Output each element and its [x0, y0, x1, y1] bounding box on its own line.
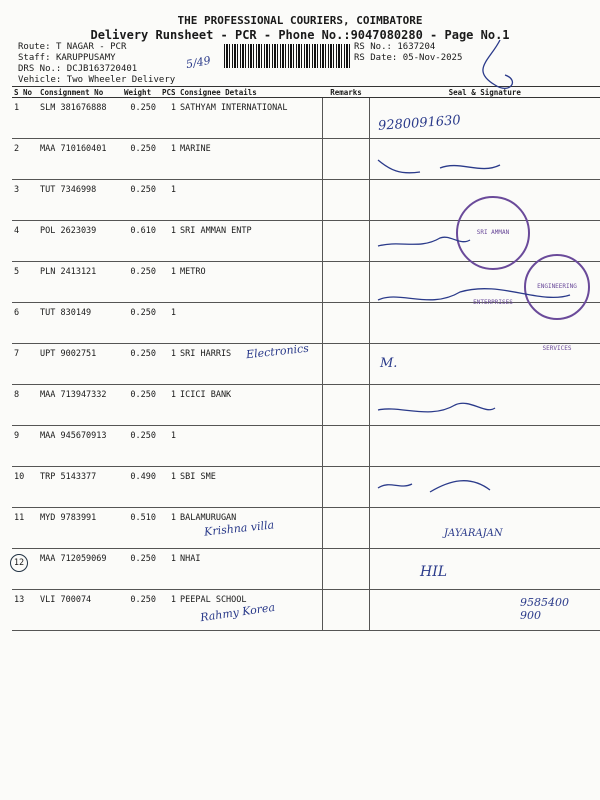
- row-weight: 0.250: [122, 262, 160, 303]
- drs-label: DRS No.:: [18, 64, 62, 74]
- row-remarks: [323, 385, 370, 426]
- row-consignment: TUT 7346998: [38, 180, 122, 221]
- barcode: [224, 44, 350, 68]
- row-pcs: 1: [160, 180, 178, 221]
- col-consignment: Consignment No: [38, 87, 122, 98]
- row-sno: 9: [12, 426, 38, 467]
- route-label: Route:: [18, 42, 51, 52]
- row-consignment: MYD 9783991: [38, 508, 122, 549]
- row-consignment: MAA 945670913: [38, 426, 122, 467]
- row-weight: 0.250: [122, 344, 160, 385]
- company-stamp: SRI AMMAN ENTERPRISES: [456, 196, 530, 270]
- row-sno: 13: [12, 590, 38, 631]
- top-right-scribble: [483, 40, 512, 88]
- rs-no-value: 1637204: [397, 42, 436, 52]
- row-consignee: METRO: [178, 262, 323, 303]
- row-pcs: 1: [160, 590, 178, 631]
- row12-signature: HIL: [420, 564, 448, 580]
- row-consignment: TRP 5143377: [38, 467, 122, 508]
- row-consignment: MAA 710160401: [38, 139, 122, 180]
- row-consignee: [178, 303, 323, 344]
- rs-date-value: 05-Nov-2025: [402, 53, 463, 63]
- row-weight: 0.250: [122, 98, 160, 139]
- row1-signature: 9280091630: [377, 113, 462, 134]
- row-pcs: 1: [160, 467, 178, 508]
- row-consignee: ICICI BANK: [178, 385, 323, 426]
- row-consignee: NHAI: [178, 549, 323, 590]
- table-row: [12, 98, 600, 139]
- rs-date-label: RS Date:: [354, 53, 398, 63]
- row13-handwritten-note: Rahmy Korea: [199, 600, 276, 625]
- row-sno: 10: [12, 467, 38, 508]
- row-remarks: [323, 426, 370, 467]
- row-consignment: TUT 830149: [38, 303, 122, 344]
- staff-line: [18, 53, 116, 64]
- row-sno: 3: [12, 180, 38, 221]
- table-row: [12, 139, 600, 180]
- row-weight: 0.250: [122, 139, 160, 180]
- row-pcs: 1: [160, 98, 178, 139]
- col-sno: S No: [12, 87, 38, 98]
- row11-handwritten-note: Krishna villa: [203, 518, 275, 539]
- row-consignee: [178, 180, 323, 221]
- row-pcs: 1: [160, 508, 178, 549]
- row-sno: 11: [12, 508, 38, 549]
- row-consignee: MARINE: [178, 139, 323, 180]
- row-consignment: UPT 9002751: [38, 344, 122, 385]
- row-consignee: SRI HARRIS: [178, 344, 323, 385]
- runsheet-subtitle: Delivery Runsheet - PCR - Phone No.:9047080280 - Page No.1: [90, 28, 510, 42]
- row-consignee: SRI AMMAN ENTP: [178, 221, 323, 262]
- table-row: [12, 549, 600, 590]
- row-weight: 0.250: [122, 385, 160, 426]
- row-sno: 2: [12, 139, 38, 180]
- row-remarks: [323, 139, 370, 180]
- row-remarks: [323, 344, 370, 385]
- row-sno: 5: [12, 262, 38, 303]
- staff-value: KARUPPUSAMY: [55, 53, 116, 63]
- row-consignment: SLM 381676888: [38, 98, 122, 139]
- runsheet-table: [12, 86, 600, 631]
- row-pcs: 1: [160, 549, 178, 590]
- row-pcs: 1: [160, 303, 178, 344]
- row11-signature: JAYARAJAN: [444, 528, 503, 539]
- row7-handwritten-note: Electronics: [245, 341, 310, 362]
- table-row: [12, 385, 600, 426]
- row-pcs: 1: [160, 139, 178, 180]
- row-seal: [370, 426, 600, 467]
- row-sno: [12, 549, 38, 590]
- row-pcs: 1: [160, 426, 178, 467]
- row-consignee: [178, 426, 323, 467]
- row-pcs: 1: [160, 344, 178, 385]
- row-remarks: [323, 221, 370, 262]
- col-pcs: PCS: [160, 87, 178, 98]
- row-consignment: VLI 700074: [38, 590, 122, 631]
- row-consignee: SATHYAM INTERNATIONAL: [178, 98, 323, 139]
- drs-value: DCJB163720401: [66, 64, 138, 74]
- row-seal: [370, 549, 600, 590]
- row-consignee: BALAMURUGAN: [178, 508, 323, 549]
- company-stamp: ENGINEERING SERVICES: [524, 254, 590, 320]
- row-consignee: SBI SME: [178, 467, 323, 508]
- vehicle-value: Two Wheeler Delivery: [66, 75, 176, 85]
- row-sno: 4: [12, 221, 38, 262]
- row-weight: 0.250: [122, 303, 160, 344]
- page-title: THE PROFESSIONAL COURIERS, COIMBATORE: [177, 14, 423, 27]
- table-row: [12, 508, 600, 549]
- vehicle-line: [18, 75, 175, 86]
- rs-no-line: [354, 42, 435, 53]
- row-weight: 0.250: [122, 426, 160, 467]
- row-seal: [370, 385, 600, 426]
- row-weight: 0.250: [122, 549, 160, 590]
- route-line: [18, 42, 126, 53]
- drs-line: [18, 64, 137, 75]
- row-remarks: [323, 180, 370, 221]
- row-weight: 0.510: [122, 508, 160, 549]
- row-remarks: [323, 98, 370, 139]
- staff-label: Staff:: [18, 53, 51, 63]
- row-remarks: [323, 590, 370, 631]
- row-pcs: 1: [160, 221, 178, 262]
- row13-signature: 9585400 900: [520, 596, 569, 622]
- col-consignee: Consignee Details: [178, 87, 323, 98]
- row7-signature: M.: [380, 356, 398, 371]
- table-row: [12, 467, 600, 508]
- row-consignment: PLN 2413121: [38, 262, 122, 303]
- col-seal: Seal & Signature: [370, 87, 600, 98]
- row-seal: [370, 467, 600, 508]
- row-weight: 0.250: [122, 180, 160, 221]
- page-handwritten-mark: 5/49: [185, 53, 212, 72]
- row-remarks: [323, 549, 370, 590]
- vehicle-label: Vehicle:: [18, 75, 62, 85]
- col-weight: Weight: [122, 87, 160, 98]
- table-header-row: [12, 87, 600, 98]
- row-sno: 1: [12, 98, 38, 139]
- table-row: [12, 426, 600, 467]
- row-sno: 6: [12, 303, 38, 344]
- row-consignment: POL 2623039: [38, 221, 122, 262]
- row-remarks: [323, 303, 370, 344]
- rs-no-label: RS No.:: [354, 42, 392, 52]
- row-weight: 0.610: [122, 221, 160, 262]
- row-sno: 7: [12, 344, 38, 385]
- row-seal: [370, 139, 600, 180]
- col-remarks: Remarks: [323, 87, 370, 98]
- row-sno: 8: [12, 385, 38, 426]
- row-pcs: 1: [160, 385, 178, 426]
- row-pcs: 1: [160, 262, 178, 303]
- row-consignee: PEEPAL SCHOOL: [178, 590, 323, 631]
- row-weight: 0.490: [122, 467, 160, 508]
- row-consignment: MAA 713947332: [38, 385, 122, 426]
- row-remarks: [323, 508, 370, 549]
- route-value: T NAGAR - PCR: [55, 42, 127, 52]
- row-remarks: [323, 262, 370, 303]
- table-row: [12, 590, 600, 631]
- row-weight: 0.250: [122, 590, 160, 631]
- rs-date-line: [354, 53, 462, 64]
- row-consignment: MAA 712059069: [38, 549, 122, 590]
- row-remarks: [323, 467, 370, 508]
- circled-row-number: 12: [10, 554, 28, 572]
